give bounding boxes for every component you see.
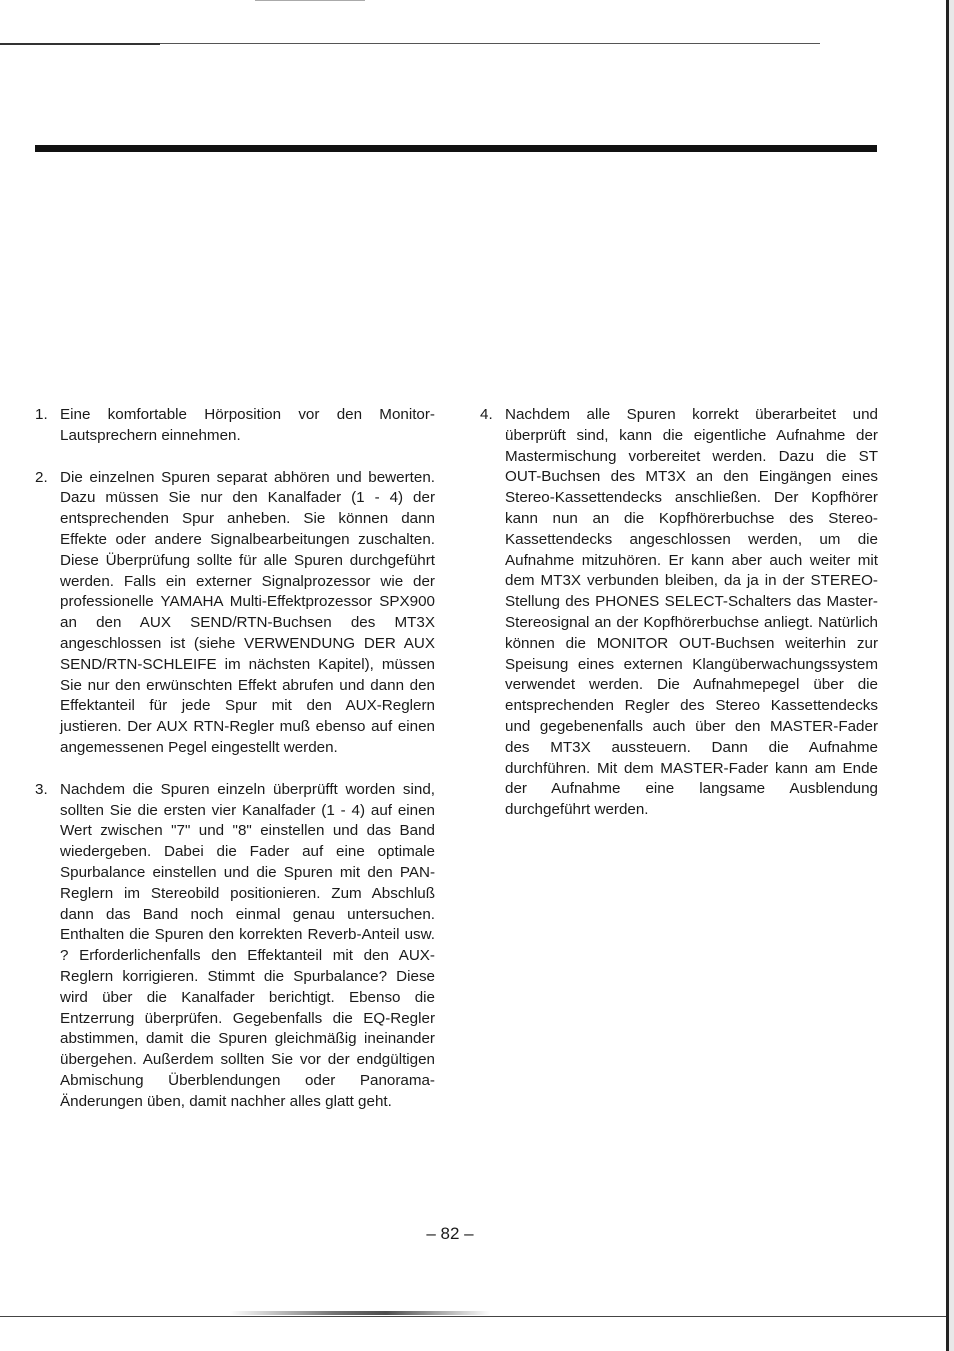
item-text: Eine komfortable Hörposition vor den Monitor-Lautsprechern einnehmen. [60,406,435,444]
top-rule-bold-segment [0,43,160,45]
list-item [35,780,435,1113]
left-column [35,405,435,1134]
list-item [35,468,435,759]
header-bar [35,145,877,152]
item-number: 3. [35,780,48,798]
item-number: 1. [35,406,48,423]
item-text: Nachdem alle Spuren korrekt überarbeitet und überprüft sind, kann die eigentliche Aufnahme der Mastermischung vorbereitet werden. Dazu die ST OUT-Buchsen des MT3X an den Eingängen eines Stereo-Kassettendecks anschließen. Der Kopfhörer kann nun an die Kopfhörerbuchse des Stereo-Kassettendecks angeschlossen werden, um die Aufnahme mitzuhören. Er kann aber auch weiter mit dem MT3X verbunden bleiben, da ja in der STEREO-Stellung des PHONES SELECT-Schalters das Master-Stereosignal an der Kopfhörerbuchse anliegt. Natürlich können die MONITOR OUT-Buchsen weiterhin zur Speisung eines externen Klangüberwachungssystem verwendet werden. Die Aufnahmepegel über die entsprechenden Regler des Stereo Kassettendecks und gegebenenfalls auch über den MASTER-Fader des MT3X aussteuern. Dann die Aufnahme durchführen. Mit dem MASTER-Fader kann am Ende der Aufnahme eine langsame Ausblendung durchgeführt werden. [505,406,878,819]
list-item [480,405,878,821]
right-column [480,405,878,842]
item-text: Die einzelnen Spuren separat abhören und bewerten. Dazu müssen Sie nur den Kanalfader (1 - 4) der entsprechenden Spur anheben. Sie können dann Effekte oder andere Signalbearbeitungen zuschalten. Diese Überprüfung sollte für alle Spuren durchgeführt werden. Falls ein externer Signalprozessor wie der professionelle YAMAHA Multi-Effektprozessor SPX900 an den AUX SEND/RTN-Buchsen des MT3X angeschlossen ist (siehe VERWENDUNG DER AUX SEND/RTN-SCHLEIFE im nächsten Kapitel), müssen Sie nur den erwünschten Effekt abrufen und dann den Effektanteil für jede Spur mit den AUX-Reglern justieren. Der AUX RTN-Regler muß ebenso auf einen angemessenen Pegel eingestellt werden. [60,468,435,756]
top-dash-line [255,0,365,1]
bottom-scan-smudge [230,1311,490,1315]
list-item [35,405,435,447]
item-number: 2. [35,468,48,486]
item-text: Nachdem die Spuren einzeln überprüfft worden sind, sollten Sie die ersten vier Kanalfader (1 - 4) auf einen Wert zwischen "7" und "8" einstellen und das Band wiedergeben. Dabei die Fader auf eine optimale Spurbalance einstellen und die Spuren mit den PAN-Reglern im Stereobild positionieren. Zum Abschluß dann das Band noch einmal genau untersuchen. Enthalten die Spuren den korrekten Reverb-Anteil usw. ? Erforderlichenfalls den Effektanteil mit den AUX-Reglern korrigieren. Stimmt die Spurbalance? Diese wird über die Kanalfader berichtigt. Ebenso die Entzerrung überprüfen. Gegebenfalls die EQ-Regler abstimmen, damit die Spuren gleichmäßig ineinander übergehen. Außerdem sollten Sie vor der endgültigen Abmischung Überblendungen oder Panorama-Änderungen üben, damit nachher alles glatt geht. [60,780,435,1110]
item-number: 4. [480,406,493,423]
bottom-rule [0,1316,946,1317]
page-right-shadow [949,0,954,1351]
page-number: – 82 – [426,1224,474,1243]
